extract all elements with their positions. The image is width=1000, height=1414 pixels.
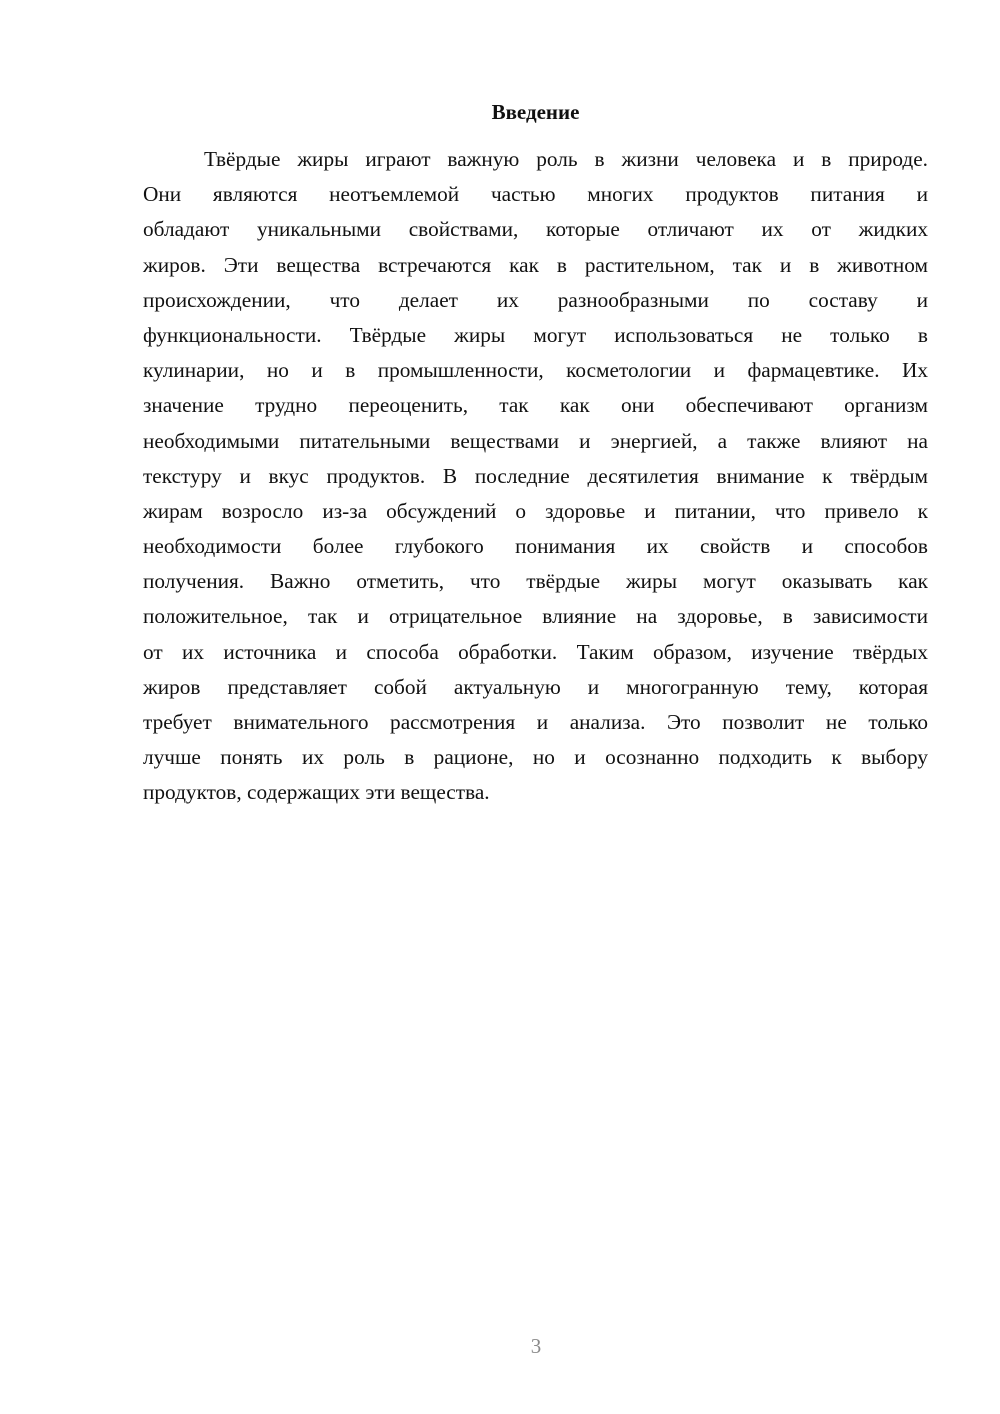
paragraph-line: жиров представляет собой актуальную и многогранную тему, которая [143, 674, 928, 699]
paragraph-line: текстуру и вкус продуктов. В последние десятилетия внимание к твёрдым [143, 463, 928, 488]
paragraph-line: происхождении, что делает их разнообразными по составу и [143, 287, 928, 312]
paragraph-line: требует внимательного рассмотрения и анализа. Это позволит не только [143, 710, 928, 734]
paragraph-line: кулинарии, но и в промышленности, косметологии и фармацевтике. Их [143, 358, 928, 383]
paragraph-line: положительное, так и отрицательное влияние на здоровье, в зависимости [143, 604, 928, 629]
paragraph-line: необходимыми питательными веществами и энергией, а также влияют на [143, 428, 928, 453]
body-paragraph [143, 142, 928, 811]
paragraph-line: Они являются неотъемлемой частью многих продуктов питания и [143, 182, 928, 207]
paragraph-line: жиров. Эти вещества встречаются как в растительном, так и в животном [143, 252, 928, 277]
paragraph-line: жирам возросло из-за обсуждений о здоровье и питании, что привело к [143, 498, 928, 523]
paragraph-line: обладают уникальными свойствами, которые отличают их от жидких [143, 217, 928, 242]
paragraph-line: получения. Важно отметить, что твёрдые жиры могут оказывать как [143, 569, 928, 594]
page-number: 3 [530, 1334, 542, 1358]
paragraph-line: лучше понять их роль в рационе, но и осознанно подходить к выбору [143, 745, 928, 770]
paragraph-line: значение трудно переоценить, так как они обеспечивают организм [143, 393, 928, 418]
paragraph-line: от их источника и способа обработки. Таким образом, изучение твёрдых [143, 639, 928, 664]
paragraph-line: Твёрдые жиры играют важную роль в жизни человека и в природе. [204, 147, 928, 171]
section-heading: Введение [491, 100, 580, 124]
paragraph-line: продуктов, содержащих эти вещества. [143, 780, 490, 805]
paragraph-line: необходимости более глубокого понимания их свойств и способов [143, 534, 928, 559]
paragraph-line: функциональности. Твёрдые жиры могут использоваться не только в [143, 322, 928, 347]
